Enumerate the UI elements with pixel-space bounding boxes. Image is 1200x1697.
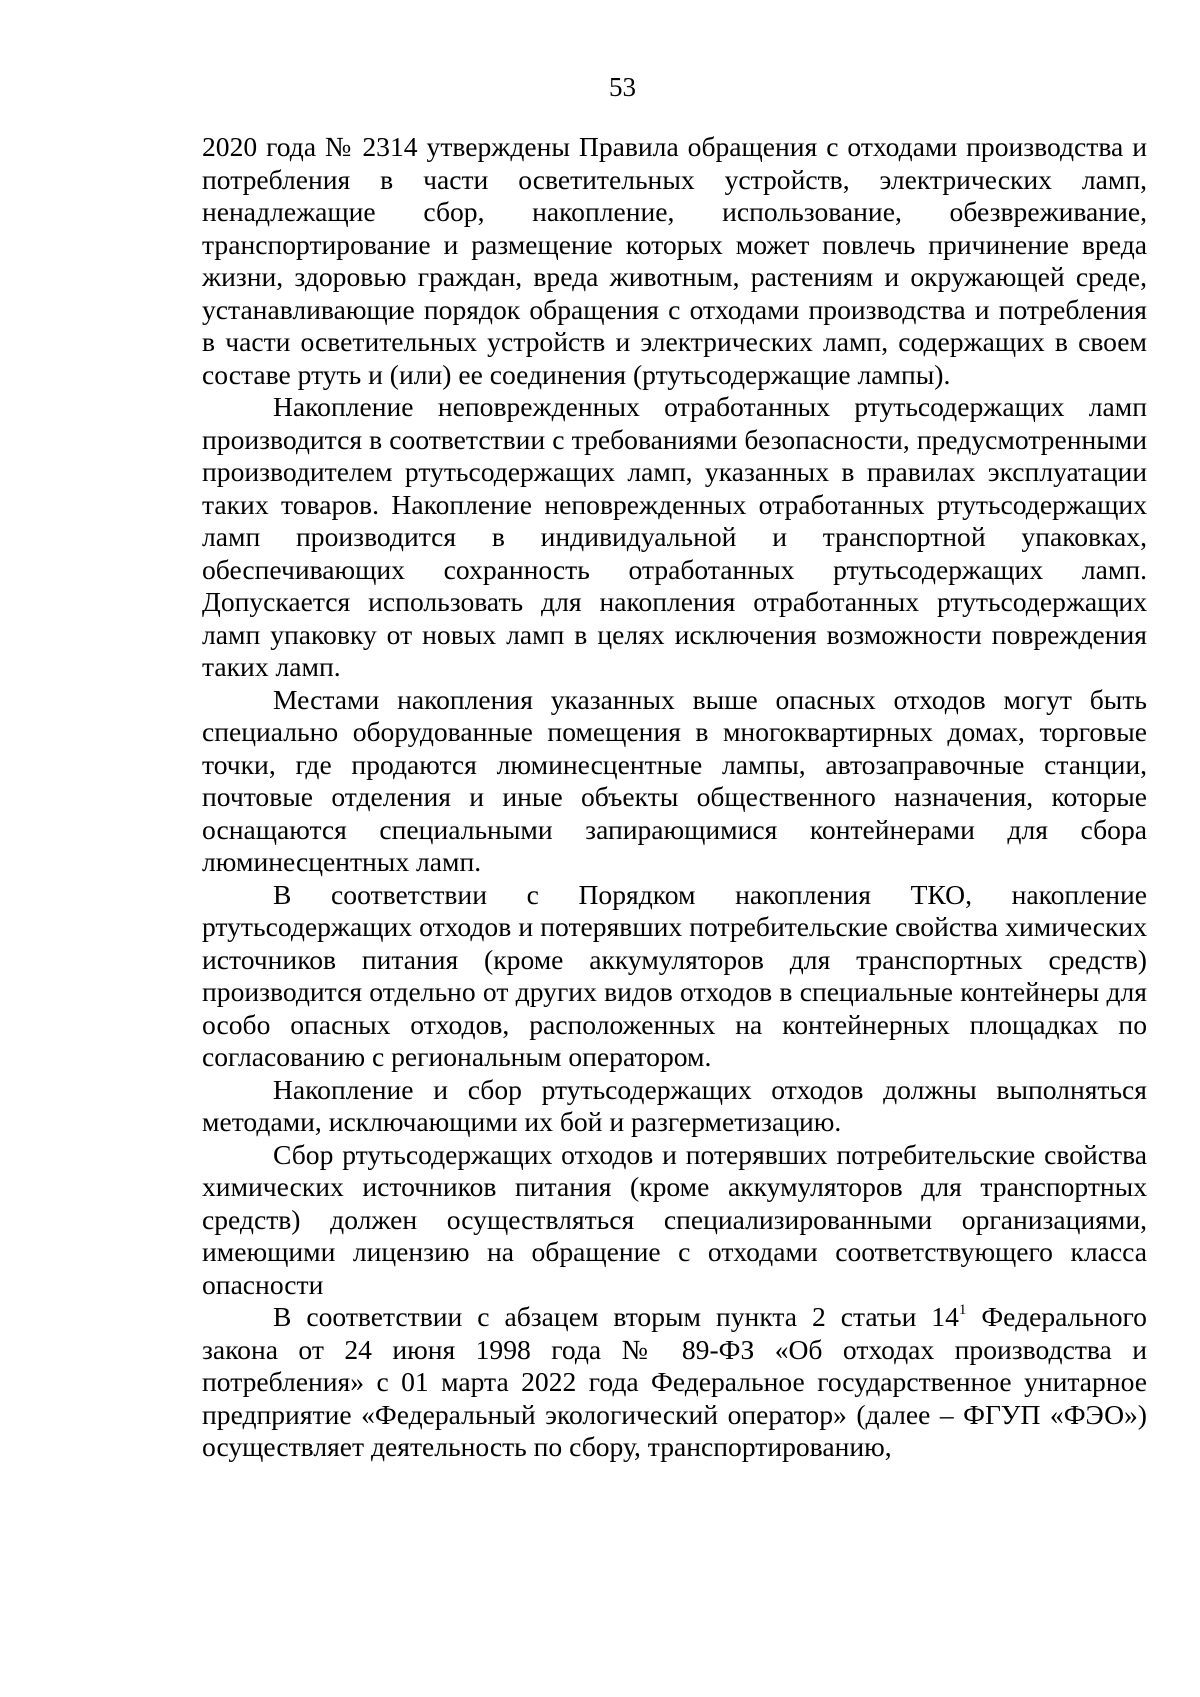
document-body	[202, 131, 1147, 1464]
paragraph-1: 2020 года № 2314 утверждены Правила обращения с отходами производства и потребления в части осветительных устройств, электрических ламп, ненадлежащие сбор, накопление, использование, обезвреживание, транспортирование и размещение которых может повлечь причинение вреда жизни, здоровью граждан, вреда животным, растениям и окружающей среде, устанавливающие порядок обращения с отходами производства и потребления в части осветительных устройств и электрических ламп, содержащих в своем составе ртуть и (или) ее соединения (ртутьсодержащие лампы).	[202, 131, 1147, 390]
paragraph-7-rest: Федерального закона от 24 июня 1998 года № 89-ФЗ «Об отходах производства и потребления» с 01 марта 2022 года Федеральное государственное унитарное предприятие «Федеральный экологический оператор» (далее – ФГУП «ФЭО») осуществляет деятельность по сбору, транспортированию,	[202, 1301, 1147, 1462]
paragraph-5: Накопление и сбор ртутьсодержащих отходов должны выполняться методами, исключающими их бой и разгерметизацию.	[202, 1073, 1147, 1137]
paragraph-7	[202, 1301, 1147, 1464]
paragraph-7-lead: В соответствии с абзацем вторым пункта 2 статьи 14	[273, 1301, 959, 1332]
page-number: 53	[609, 72, 636, 102]
paragraph-2: Накопление неповрежденных отработанных ртутьсодержащих ламп производится в соответствии с требованиями безопасности, предусмотренными производителем ртутьсодержащих ламп, указанных в правилах эксплуатации таких товаров. Накопление неповрежденных отработанных ртутьсодержащих ламп производится в индивидуальной и транспортной упаковках, обеспечивающих сохранность отработанных ртутьсодержащих ламп. Допускается использовать для накопления отработанных ртутьсодержащих ламп упаковку от новых ламп в целях исключения возможности повреждения таких ламп.	[202, 391, 1147, 682]
paragraph-3: Местами накопления указанных выше опасных отходов могут быть специально оборудованные помещения в многоквартирных домах, торговые точки, где продаются люминесцентные лампы, автозаправочные станции, почтовые отделения и иные объекты общественного назначения, которые оснащаются специальными запирающимися контейнерами для сбора люминесцентных ламп.	[202, 683, 1147, 877]
paragraph-4: В соответствии с Порядком накопления ТКО, накопление ртутьсодержащих отходов и потерявших потребительские свойства химических источников питания (кроме аккумуляторов для транспортных средств) производится отдельно от других видов отходов в специальные контейнеры для особо опасных отходов, расположенных на контейнерных площадках по согласованию с региональным оператором.	[202, 878, 1147, 1072]
paragraph-6: Сбор ртутьсодержащих отходов и потерявших потребительские свойства химических источников питания (кроме аккумуляторов для транспортных средств) должен осуществляться специализированными организациями, имеющими лицензию на обращение с отходами соответствующего класса опасности	[202, 1138, 1147, 1300]
superscript-article-number: 1	[958, 1301, 967, 1318]
